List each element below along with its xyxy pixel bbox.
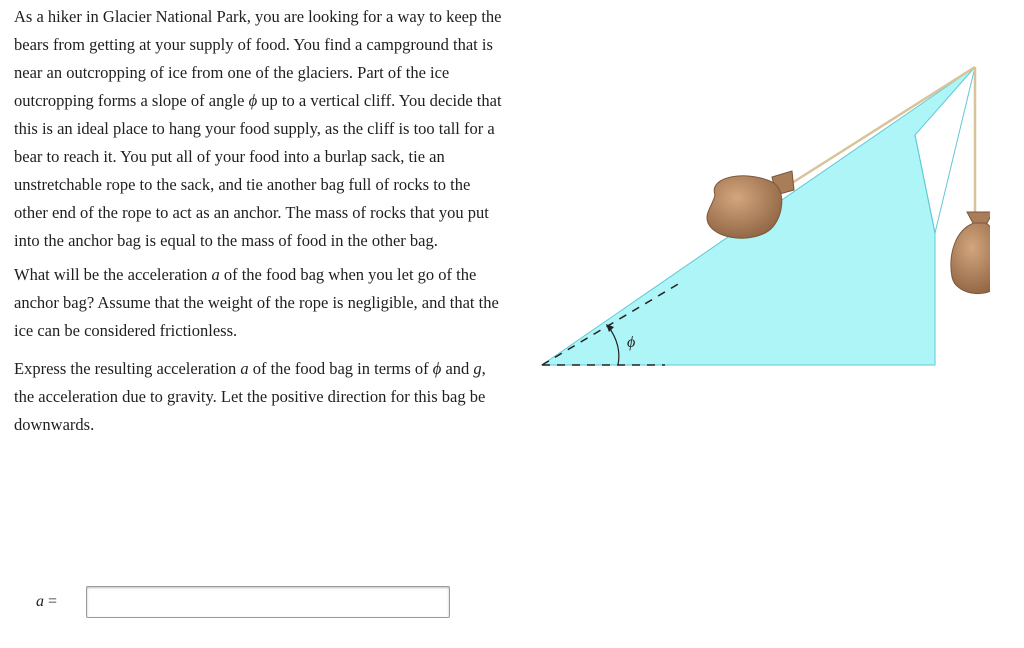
problem-statement — [14, 3, 506, 449]
answer-row — [36, 585, 450, 619]
problem-text-3c: and — [445, 359, 470, 378]
answer-label — [36, 593, 86, 611]
problem-text-2a: What will be the acceleration — [14, 265, 208, 284]
answer-variable: a — [36, 593, 44, 610]
problem-paragraph-3 — [14, 355, 506, 439]
acceleration-symbol: a — [240, 359, 249, 378]
answer-equals: = — [48, 593, 58, 610]
problem-text-3d: , the acceleration due to gravity. Let the positive direction for this bag be downwards. — [14, 359, 486, 434]
problem-text-3b: of the food bag in terms of — [252, 359, 429, 378]
problem-paragraph-2 — [14, 261, 506, 345]
anchor-bag-icon — [951, 212, 990, 294]
angle-label: ϕ — [627, 334, 636, 351]
problem-text-1a: As a hiker in Glacier National Park, you are looking for a way to keep the bears from getting at your supply of food. You find a campground that is near an outcropping of ice from one of the glaciers. Part of the ice outcropping forms a slope of angle — [14, 7, 502, 110]
phi-symbol: ϕ — [248, 91, 258, 110]
answer-input[interactable] — [86, 586, 450, 618]
problem-text-3a: Express the resulting acceleration — [14, 359, 237, 378]
acceleration-symbol: a — [211, 265, 220, 284]
phi-symbol: ϕ — [432, 359, 442, 378]
problem-text-2b: of the food bag when you let go of the anchor bag? Assume that the weight of the rope is negligible, and that the ice can be considered frictionless. — [14, 265, 499, 340]
problem-paragraph-1 — [14, 3, 506, 255]
ice-slope-figure — [530, 55, 990, 385]
gravity-symbol: g — [473, 359, 482, 378]
problem-text-1b: up to a vertical cliff. You decide that this is an ideal place to hang your food supply, as the cliff is too tall for a bear to reach it. You put all of your food into a burlap sack, tie an unstretchable rope to the sack, and tie another bag full of rocks to the other end of the rope to act as an anchor. The mass of rocks that you put into the anchor bag is equal to the mass of food in the other bag. — [14, 91, 502, 250]
